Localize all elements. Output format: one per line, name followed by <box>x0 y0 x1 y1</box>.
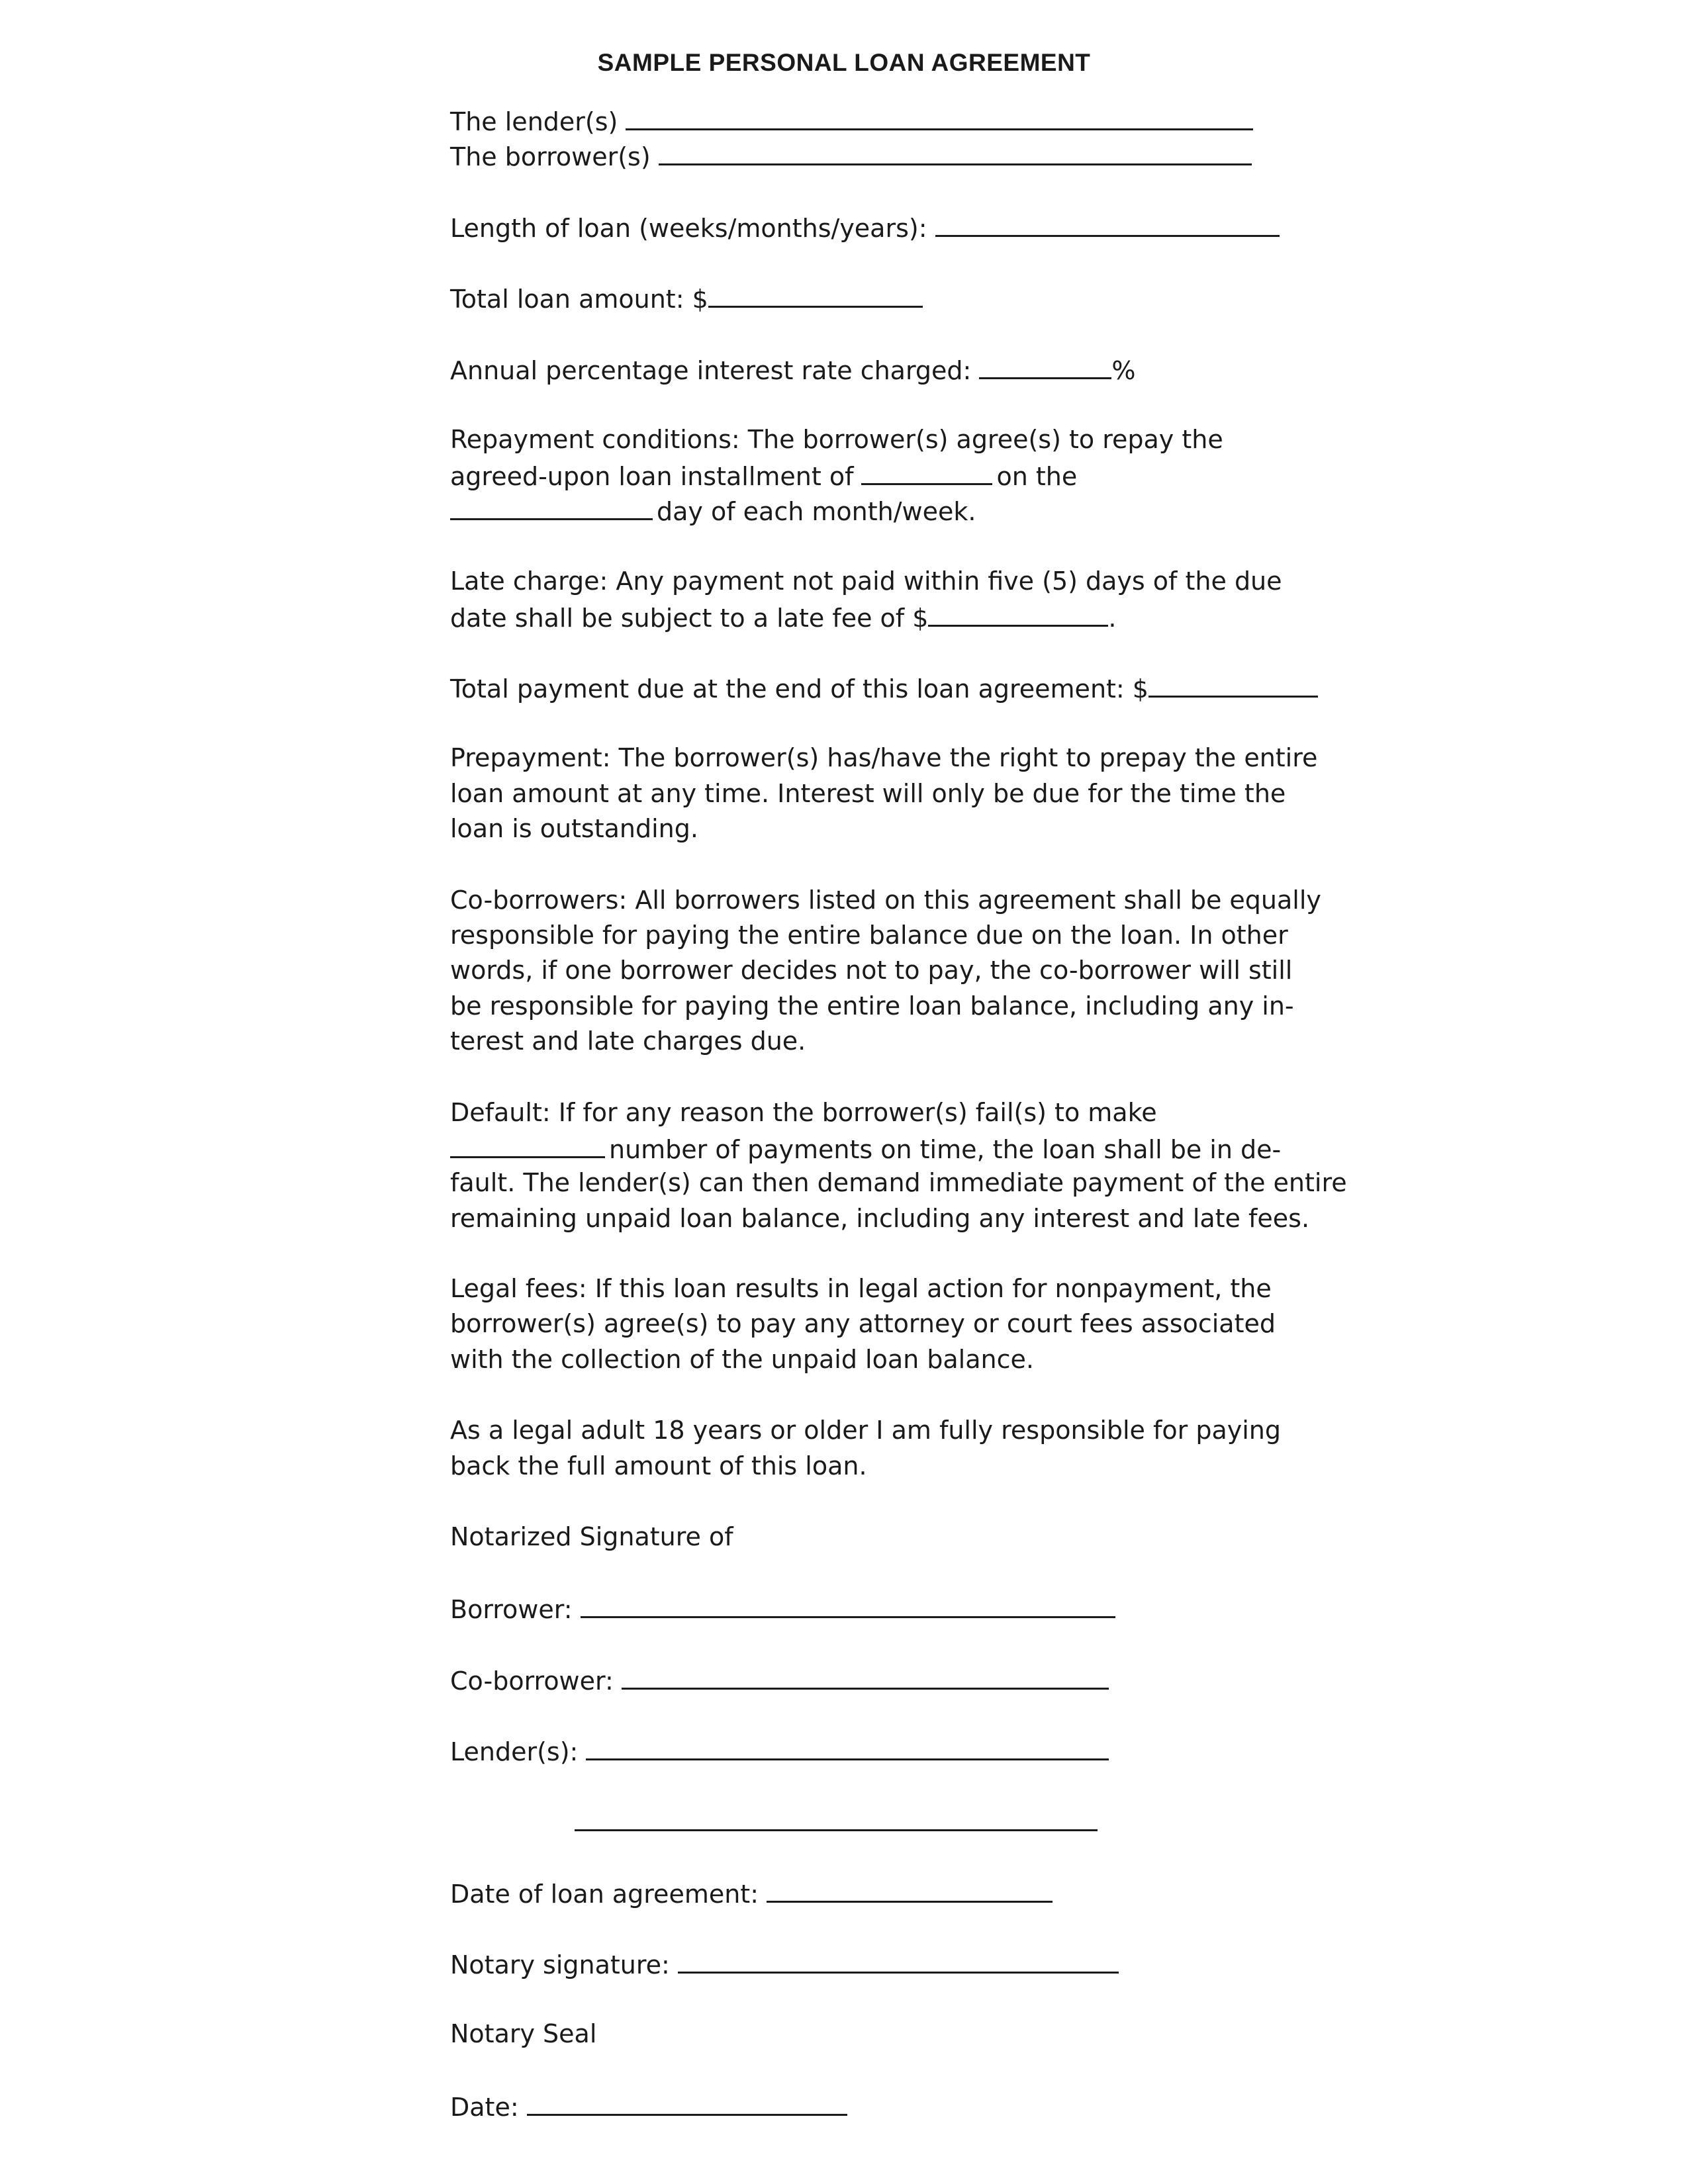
lender-blank[interactable] <box>626 102 1253 130</box>
repayment-line-2 <box>450 457 1077 492</box>
legal-fees-line-3: with the collection of the unpaid loan balance. <box>450 1345 1034 1374</box>
coborrowers-line-2: responsible for paying the entire balance due on the loan. In other <box>450 921 1288 950</box>
notary-signature-label: Notary signature: <box>450 1950 670 1979</box>
document-title: SAMPLE PERSONAL LOAN AGREEMENT <box>597 49 1091 76</box>
default-payments-blank[interactable] <box>450 1130 605 1158</box>
lenders-signature-label: Lender(s): <box>450 1737 579 1766</box>
coborrowers-line-1: Co-borrowers: All borrowers listed on this agreement shall be equally <box>450 886 1321 915</box>
repayment-on-the: on the <box>996 462 1078 491</box>
notary-signature-blank[interactable] <box>678 1945 1119 1974</box>
repayment-installment-label: agreed-upon loan installment of <box>450 462 854 491</box>
lender-line <box>450 102 1253 138</box>
total-amount-line <box>450 279 923 315</box>
prepayment-line-2: loan amount at any time. Interest will only be due for the time the <box>450 779 1286 808</box>
borrower-signature-blank[interactable] <box>581 1590 1115 1618</box>
repayment-day-blank[interactable] <box>450 492 653 520</box>
coborrower-signature-line <box>450 1661 1109 1697</box>
date-line <box>450 2087 847 2123</box>
apr-line <box>450 351 1135 387</box>
total-payment-label: Total payment due at the end of this loan agreement: $ <box>450 674 1149 704</box>
default-line-3: fault. The lender(s) can then demand immediate payment of the entire <box>450 1168 1347 1197</box>
late-charge-line-2 <box>450 598 1117 634</box>
borrower-signature-label: Borrower: <box>450 1595 573 1624</box>
total-amount-label: Total loan amount: $ <box>450 285 708 314</box>
repayment-day-label: day of each month/week. <box>657 497 976 526</box>
prepayment-line-3: loan is outstanding. <box>450 814 698 843</box>
length-line <box>450 208 1280 244</box>
notarized-label: Notarized Signature of <box>450 1522 733 1551</box>
date-blank[interactable] <box>527 2087 847 2116</box>
length-blank[interactable] <box>935 208 1280 237</box>
borrower-line <box>450 137 1252 173</box>
total-amount-blank[interactable] <box>708 279 923 308</box>
late-fee-label: date shall be subject to a late fee of $ <box>450 604 929 633</box>
borrower-blank[interactable] <box>659 137 1252 165</box>
coborrowers-line-3: words, if one borrower decides not to pay, the co-borrower will still <box>450 956 1293 985</box>
agreement-date-label: Date of loan agreement: <box>450 1880 759 1909</box>
lenders-signature-line <box>450 1732 1109 1768</box>
default-payments-label: number of payments on time, the loan shall be in de- <box>609 1135 1282 1164</box>
late-fee-blank[interactable] <box>928 598 1108 627</box>
agreement-date-blank[interactable] <box>767 1874 1053 1903</box>
repayment-line-3 <box>450 492 976 527</box>
installment-blank[interactable] <box>861 457 992 485</box>
late-charge-line-1: Late charge: Any payment not paid within five (5) days of the due <box>450 567 1282 596</box>
legal-fees-line-1: Legal fees: If this loan results in legal action for nonpayment, the <box>450 1274 1272 1303</box>
default-line-1: Default: If for any reason the borrower(s) fail(s) to make <box>450 1098 1157 1127</box>
borrower-signature-line <box>450 1590 1115 1625</box>
legal-adult-line-2: back the full amount of this loan. <box>450 1451 867 1480</box>
legal-fees-line-2: borrower(s) agree(s) to pay any attorney or court fees associated <box>450 1309 1276 1338</box>
lenders-signature-blank-2[interactable] <box>575 1803 1098 1831</box>
lenders-second-signature-line <box>575 1803 1098 1839</box>
apr-suffix: % <box>1111 356 1136 385</box>
coborrowers-line-5: terest and late charges due. <box>450 1026 806 1056</box>
apr-blank[interactable] <box>979 351 1111 379</box>
coborrowers-line-4: be responsible for paying the entire loan balance, including any in- <box>450 991 1294 1021</box>
legal-adult-line-1: As a legal adult 18 years or older I am fully responsible for paying <box>450 1416 1282 1445</box>
total-payment-blank[interactable] <box>1149 669 1318 698</box>
length-label: Length of loan (weeks/months/years): <box>450 214 927 243</box>
coborrower-signature-blank[interactable] <box>622 1661 1109 1690</box>
late-fee-period: . <box>1108 604 1117 633</box>
lender-label: The lender(s) <box>450 107 618 136</box>
default-line-2 <box>450 1130 1281 1165</box>
total-payment-line <box>450 669 1318 705</box>
lenders-signature-blank-1[interactable] <box>586 1732 1109 1760</box>
borrower-label: The borrower(s) <box>450 142 651 171</box>
default-line-4: remaining unpaid loan balance, including any interest and late fees. <box>450 1204 1310 1233</box>
notary-seal-label: Notary Seal <box>450 2019 597 2048</box>
coborrower-signature-label: Co-borrower: <box>450 1666 614 1696</box>
repayment-line-1: Repayment conditions: The borrower(s) agree(s) to repay the <box>450 425 1223 454</box>
date-label: Date: <box>450 2093 519 2122</box>
notary-signature-line <box>450 1945 1119 1981</box>
apr-label: Annual percentage interest rate charged: <box>450 356 972 385</box>
prepayment-line-1: Prepayment: The borrower(s) has/have the right to prepay the entire <box>450 743 1318 772</box>
agreement-date-line <box>450 1874 1053 1910</box>
